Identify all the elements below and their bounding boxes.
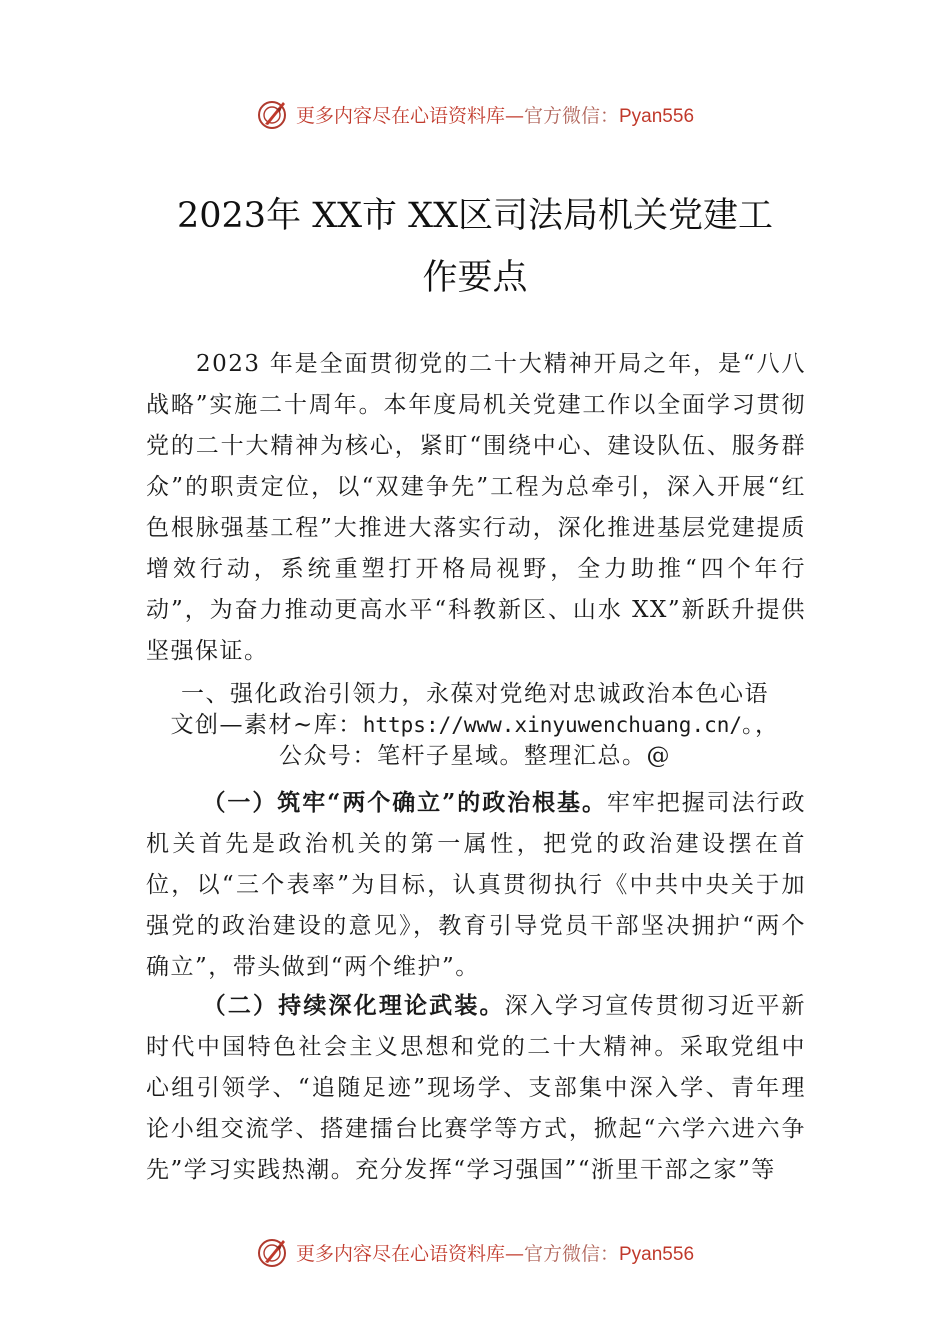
subsection-2-label: （二）持续深化理论武装。 <box>202 992 505 1019</box>
subsection-2 <box>146 985 806 1191</box>
banner-main-text: 更多内容尽在心语资料库— <box>295 104 524 127</box>
intro-paragraph <box>146 344 806 672</box>
intro-paragraph-text: 2023 年是全面贯彻党的二十大精神开局之年，是“八八战略”实施二十周年。本年度局机关党建工作以全面学习贯彻党的二十大精神为核心，紧盯“围绕中心、建设队伍、服务群众”的职责定位，以“双建争先”工程为总牵引，深入开展“红色根脉强基工程”大推进大落实行动，深化推进基层党建提质增效行动，系统重塑打开格局视野，全力助推“四个年行动”，为奋力推动更高水平“科教新区、山水 XX”新跃升提供坚强保证。 <box>146 351 806 664</box>
section-heading-1-line1: 一、强化政治引领力，永葆对党绝对忠诚政治本色心语 <box>181 681 769 707</box>
heading-source-url: https://www.xinyuwenchuang.cn/ <box>362 713 743 737</box>
quill-seal-icon <box>256 1235 290 1269</box>
quill-seal-icon <box>256 97 290 131</box>
subsection-1-label: （一）筑牢“两个确立”的政治根基。 <box>202 789 607 816</box>
document-title-line1: 2023年 XX市 XX区司法局机关党建工 <box>177 196 773 236</box>
subsection-2-text: 深入学习宣传贯彻习近平新时代中国特色社会主义思想和党的二十大精神。采取党组中心组引领学、“追随足迹”现场学、支部集中深入学、青年理论小组交流学、搭建擂台比赛学等方式，掀起“六学六进六争先”学习实践热潮。充分发挥“学习强国”“浙里干部之家”等 <box>146 993 807 1183</box>
banner-wechat-id: Pyan556 <box>619 1243 695 1265</box>
banner-wechat-id: Pyan556 <box>619 105 695 127</box>
banner-text <box>296 1239 694 1266</box>
subsection-1 <box>146 782 806 988</box>
section-heading-1 <box>140 679 810 772</box>
section-heading-1-line2 <box>140 710 810 741</box>
heading-source-suffix: 。， <box>742 712 780 738</box>
document-title-line2: 作要点 <box>422 258 528 298</box>
footer-banner <box>0 1232 950 1272</box>
heading-source-prefix: 文创—素材~库： <box>170 712 363 738</box>
header-banner <box>0 94 950 134</box>
section-heading-1-line3: 公众号：笔杆子星域。整理汇总。@ <box>279 743 671 769</box>
banner-main-text: 更多内容尽在心语资料库— <box>295 1242 524 1265</box>
banner-wechat-label: 官方微信： <box>523 104 619 127</box>
banner-text <box>296 101 694 128</box>
banner-wechat-label: 官方微信： <box>523 1242 619 1265</box>
subsection-1-text: 牢牢把握司法行政机关首先是政治机关的第一属性，把党的政治建设摆在首位，以“三个表率”为目标，认真贯彻执行《中共中央关于加强党的政治建设的意见》，教育引导党员干部坚决拥护“两个确立”，带头做到“两个维护”。 <box>146 790 806 980</box>
